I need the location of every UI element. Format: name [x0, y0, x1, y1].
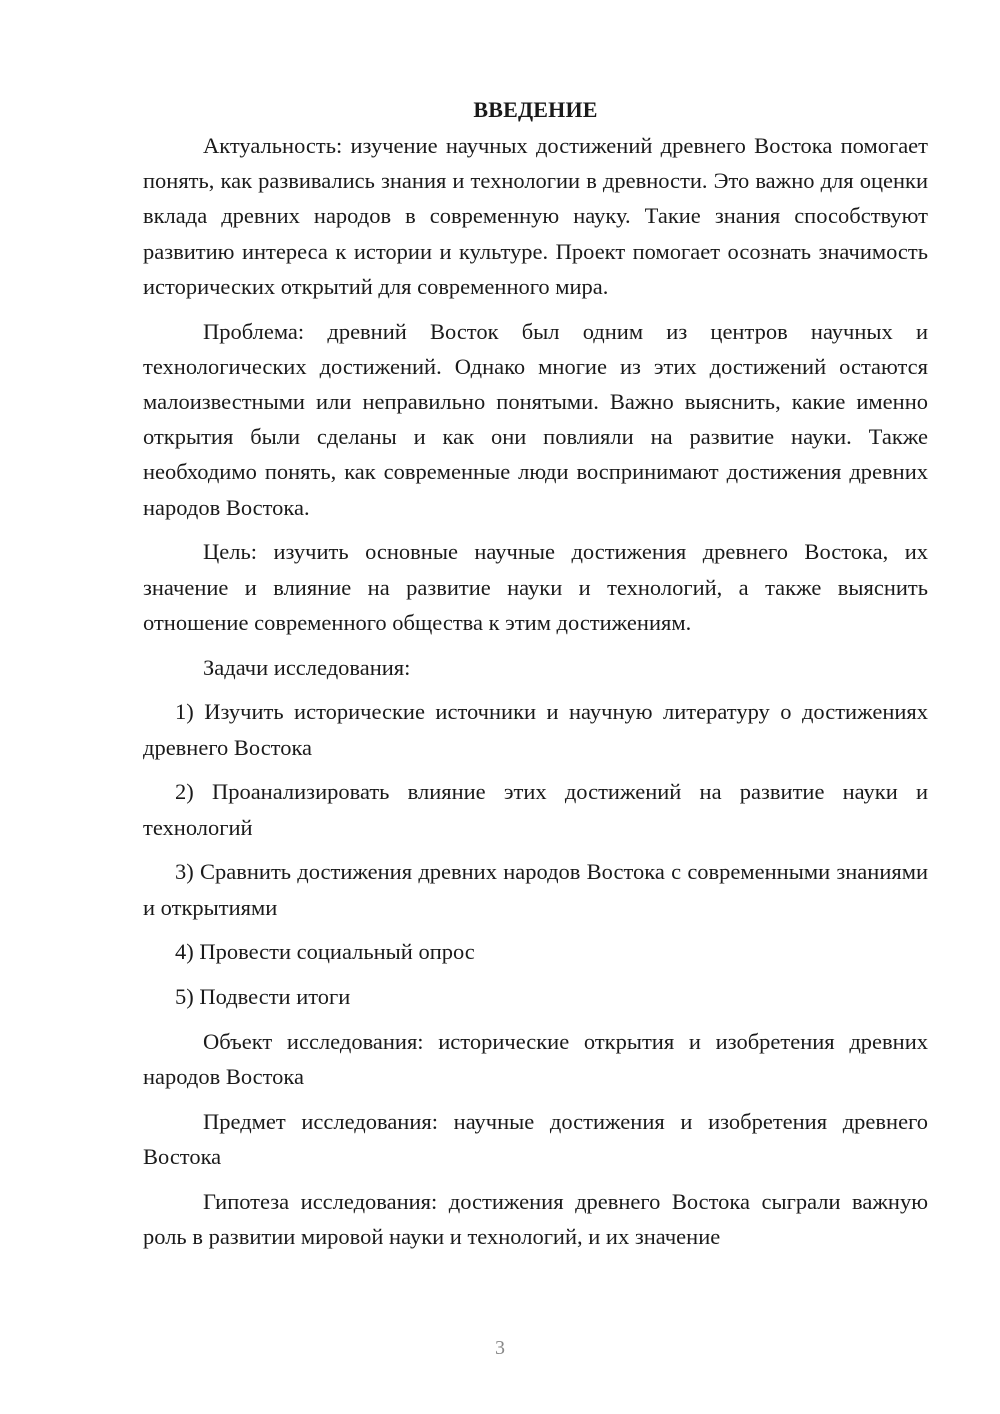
problem-paragraph: Проблема: древний Восток был одним из центров научных и технологических достижений. Однако многие из этих достижений остаются малоизвестными или неправильно понятыми. Важно выяснить, какие именно открытия были сделаны и как они повлияли на развитие науки. Также необходимо понять, как современные люди воспринимают достижения древних народов Востока. [143, 318, 928, 520]
tasks-heading: Задачи исследования: [203, 654, 411, 680]
page-number: 3 [495, 1337, 505, 1359]
object-paragraph: Объект исследования: исторические открытия и изобретения древних народов Востока [143, 1029, 928, 1090]
relevance-paragraph: Актуальность: изучение научных достижений древнего Востока помогает понять, как развивались знания и технологии в древности. Это важно для оценки вклада древних народов в современную науку. Такие знания способствуют развитию интереса к истории и культуре. Проект помогает осознать значимость исторических открытий для современного мира. [143, 133, 928, 299]
task-item-3: 3) Сравнить достижения древних народов Востока с современными знаниями и открытиями [143, 859, 928, 920]
task-item-4: 4) Провести социальный опрос [175, 939, 475, 965]
subject-paragraph: Предмет исследования: научные достижения и изобретения древнего Востока [143, 1109, 928, 1170]
hypothesis-paragraph: Гипотеза исследования: достижения древнего Востока сыграли важную роль в развитии мировой науки и технологий, и их значение [143, 1189, 928, 1250]
task-item-1: 1) Изучить исторические источники и научную литературу о достижениях древнего Востока [143, 699, 928, 760]
goal-paragraph: Цель: изучить основные научные достижения древнего Востока, их значение и влияние на развитие науки и технологий, а также выяснить отношение современного общества к этим достижениям. [143, 539, 928, 635]
task-item-2: 2) Проанализировать влияние этих достижений на развитие науки и технологий [143, 779, 928, 840]
section-title: ВВЕДЕНИЕ [473, 97, 598, 122]
document-page [143, 95, 928, 1264]
task-item-5: 5) Подвести итоги [175, 984, 351, 1010]
